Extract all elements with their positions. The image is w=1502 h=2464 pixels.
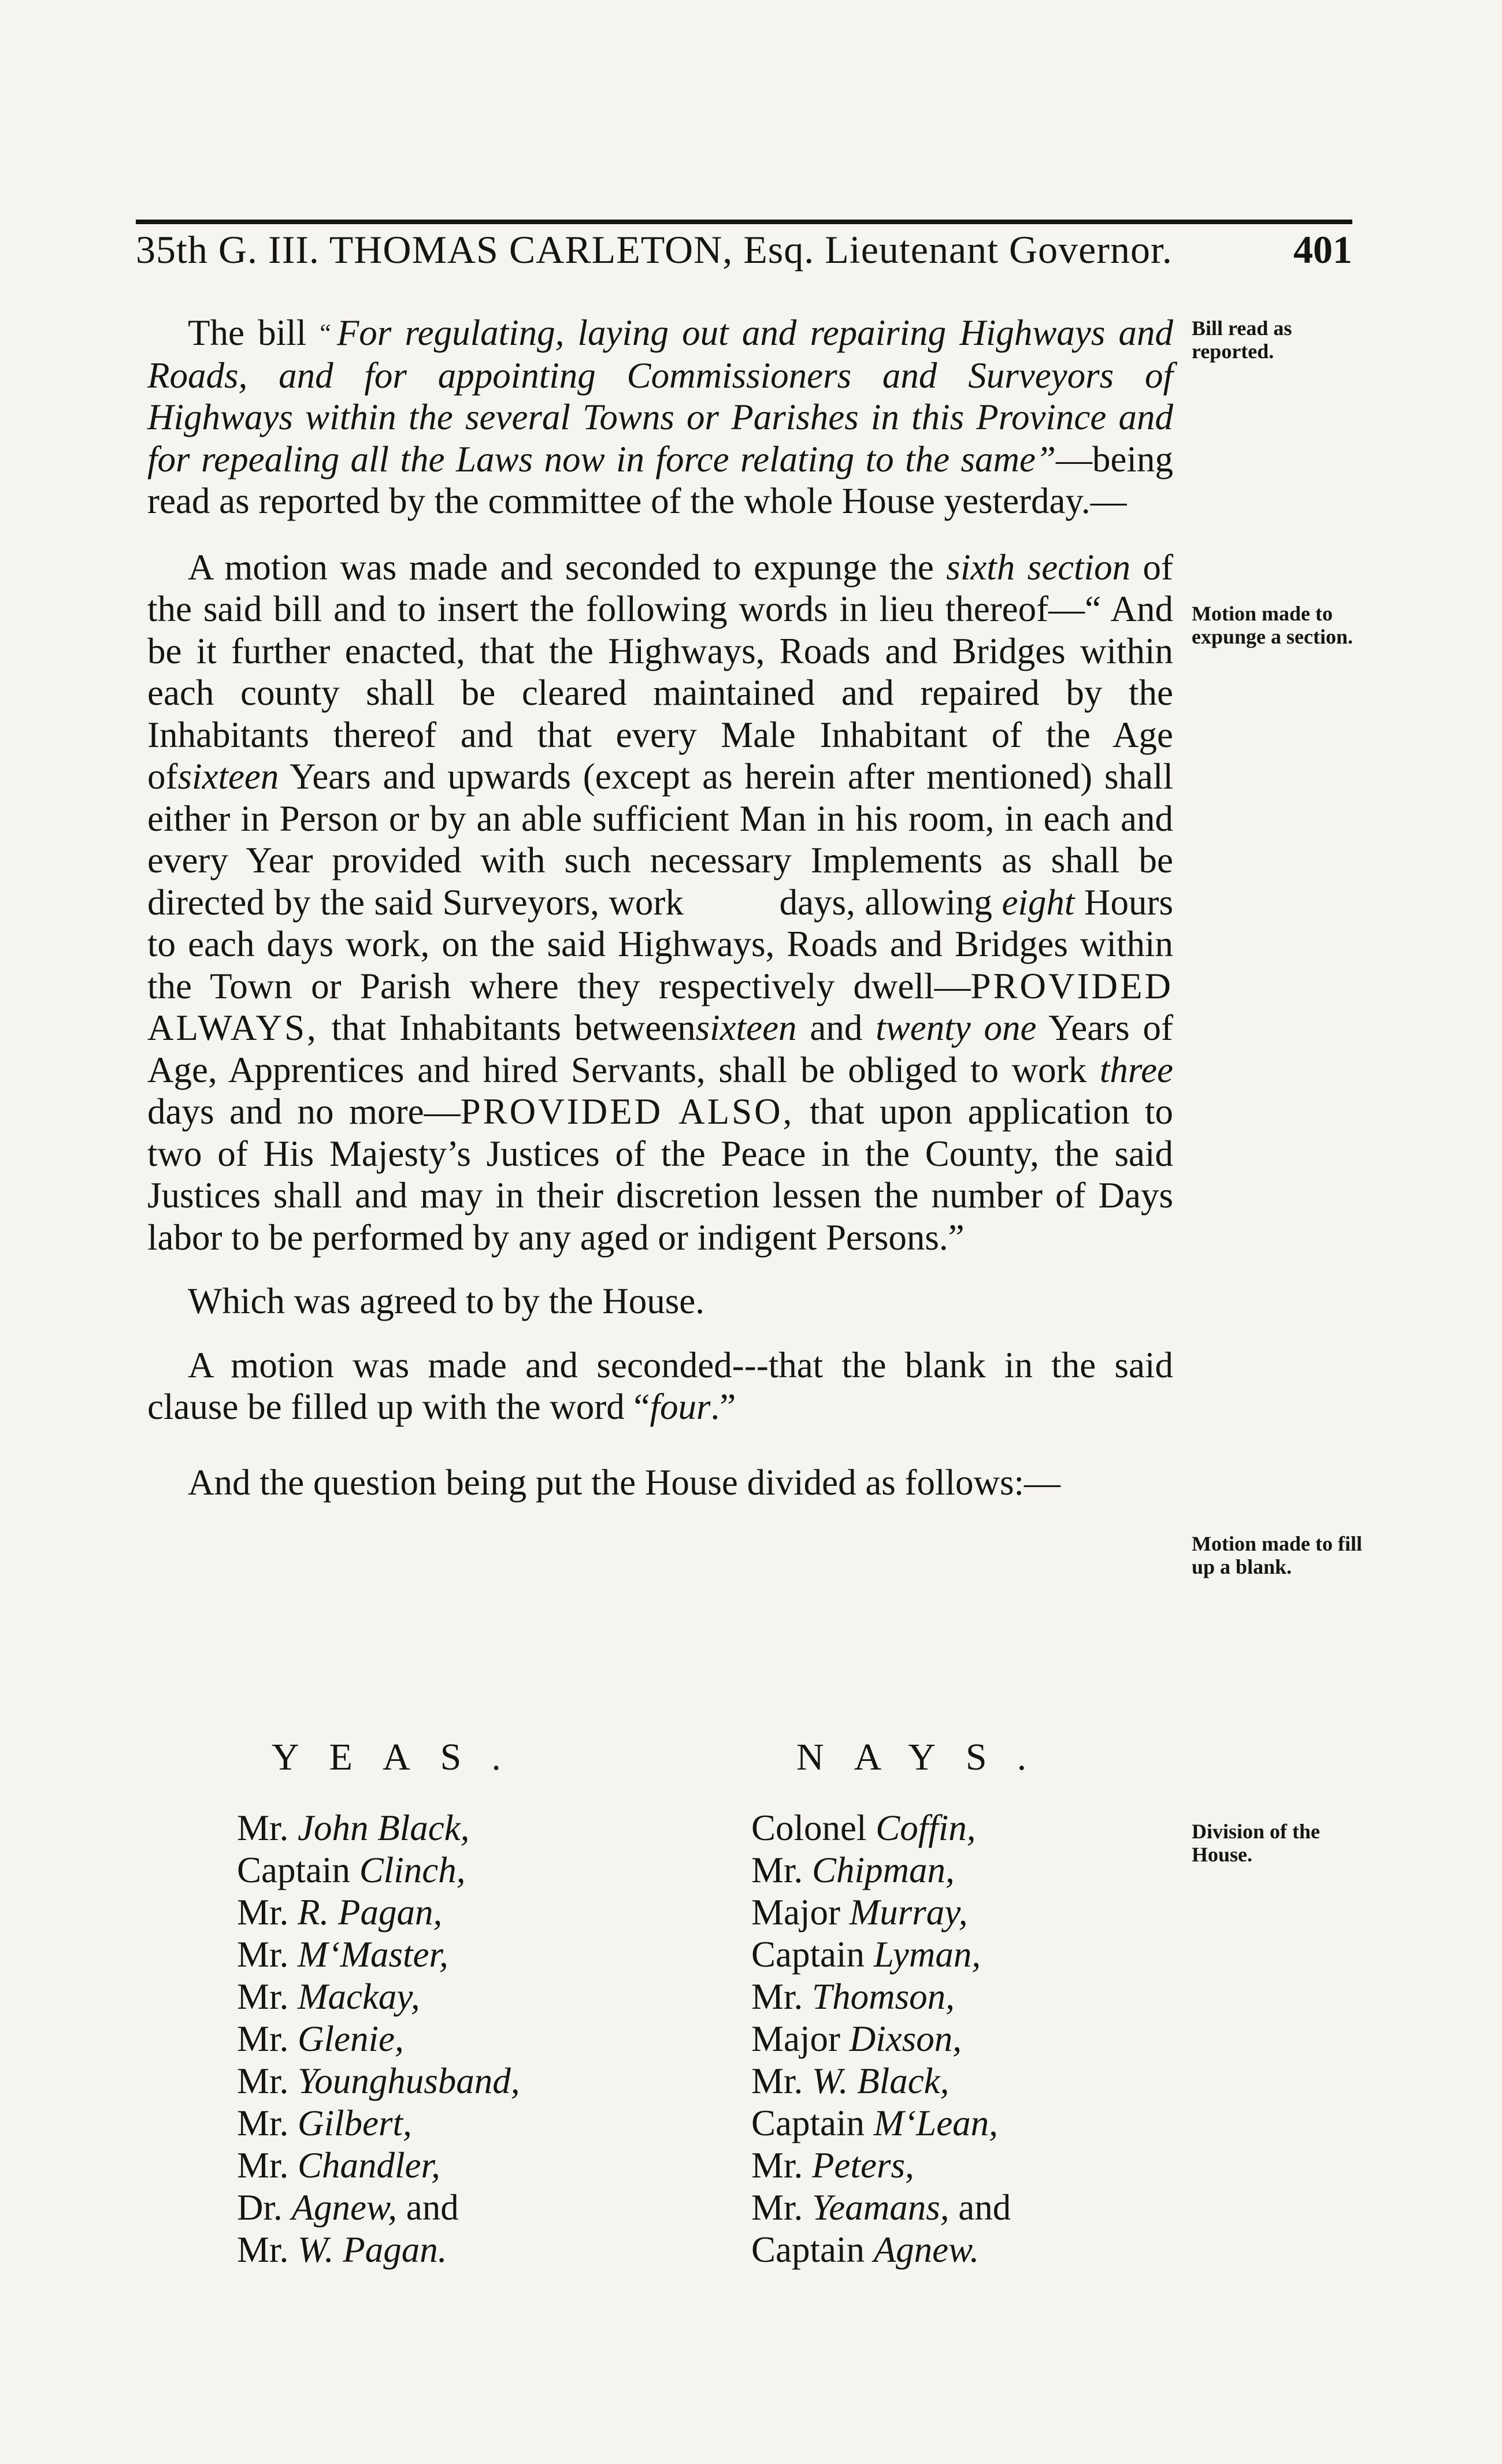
member-name: Mackay, — [298, 1976, 420, 2017]
list-item — [237, 2060, 520, 2102]
member-name: Dixson, — [849, 2019, 962, 2059]
motion-text: A motion was made and seconded to expunge the — [188, 547, 934, 588]
yeas-list — [237, 1807, 520, 2271]
member-name: M‘Master, — [298, 1934, 448, 1975]
page-number: 401 — [1293, 228, 1352, 272]
member-name: R. Pagan, — [298, 1892, 443, 1932]
nays-list — [751, 1807, 1011, 2271]
list-item — [751, 1807, 1011, 1849]
member-title: Mr. — [237, 1934, 289, 1975]
list-item — [751, 2145, 1011, 2187]
member-title: Captain — [751, 1934, 865, 1975]
member-title: Mr. — [237, 2019, 289, 2059]
member-name: Younghusband, — [298, 2061, 520, 2101]
list-item — [237, 2229, 520, 2271]
member-title: Mr. — [237, 2229, 289, 2270]
bill-title: For regulating, laying out and repairing Highways and Roads, and for appointing Commissioners and Surveyors of Highways within the several Towns or Parishes in this Province and for repealing all the Laws now in force relating to the same” — [147, 313, 1173, 480]
body-text — [147, 312, 1173, 1503]
member-name: Coffin, — [876, 1808, 976, 1848]
member-title: Captain — [751, 2229, 865, 2270]
emph-twenty-one: twenty one — [876, 1008, 1037, 1048]
member-title: Mr. — [751, 2145, 803, 2186]
list-item — [237, 2145, 520, 2187]
conjunction: and — [958, 2187, 1011, 2228]
provided-always: PROVIDED ALWAYS, — [147, 965, 1173, 1048]
provided-also: PROVIDED ALSO, — [460, 1091, 795, 1132]
margin-note-bill-read: Bill read as reported. — [1192, 317, 1292, 363]
list-item — [237, 1976, 520, 2018]
member-name: W. Black, — [812, 2061, 950, 2101]
quote-mark: “ — [320, 319, 331, 347]
motion-text: Hours to each days work, on the said Highways, Roads and Bridges within the Town or Parish where they respectively dwell— — [147, 882, 1174, 1006]
member-title: Mr. — [237, 2061, 289, 2101]
member-title: Mr. — [237, 1808, 289, 1848]
list-item — [237, 2018, 520, 2060]
member-title: Dr. — [237, 2187, 283, 2228]
motion-text: .” — [710, 1387, 736, 1427]
member-title: Colonel — [751, 1808, 867, 1848]
running-header — [136, 226, 1352, 273]
member-name: Lyman, — [873, 1934, 981, 1975]
member-name: Glenie, — [298, 2019, 404, 2059]
running-title: 35th G. III. THOMAS CARLETON, Esq. Lieutenant Governor. — [136, 228, 1173, 272]
motion-text: Years of Age, Apprentices and hired Servants, shall be obliged to work — [147, 1008, 1174, 1090]
member-name: Murray, — [849, 1892, 968, 1932]
motion-text: A motion was made and seconded---that the blank in the said clause be filled up with the word “ — [147, 1344, 1173, 1427]
member-title: Mr. — [237, 1892, 289, 1932]
list-item — [237, 2102, 520, 2145]
bill-lead: The bill — [188, 313, 307, 353]
emph-eight: eight — [1002, 882, 1075, 923]
list-item — [751, 2102, 1011, 2145]
list-item — [237, 2187, 520, 2229]
member-name: Thomson, — [812, 1976, 955, 2017]
list-item — [751, 1849, 1011, 1891]
member-name: M‘Lean, — [873, 2103, 998, 2143]
paragraph-bill-read — [147, 312, 1173, 522]
member-name: Clinch, — [359, 1850, 466, 1890]
list-item — [751, 2229, 1011, 2271]
paragraph-motion-expunge — [147, 547, 1173, 1259]
member-name: Chandler, — [298, 2145, 440, 2186]
member-title: Captain — [751, 2103, 865, 2143]
member-name: John Black, — [298, 1808, 470, 1848]
member-name: Agnew. — [873, 2229, 980, 2270]
member-name: Agnew, — [291, 2187, 398, 2228]
margin-note-motion-expunge: Motion made to expunge a section. — [1192, 602, 1353, 648]
list-item — [751, 2187, 1011, 2229]
motion-text: days and no more— — [147, 1091, 461, 1132]
emph-four: four — [650, 1387, 711, 1427]
bill-tail: —being read as reported by the committee of the whole House yesterday.— — [147, 438, 1173, 521]
emph-sixteen-2: sixteen — [695, 1008, 797, 1048]
member-title: Captain — [237, 1850, 350, 1890]
emph-three: three — [1099, 1049, 1174, 1090]
list-item — [237, 1891, 520, 1934]
nays-heading: NAYS. — [796, 1736, 1057, 1778]
list-item — [237, 1807, 520, 1849]
list-item — [751, 1934, 1011, 1976]
list-item — [237, 1849, 520, 1891]
member-title: Mr. — [751, 2187, 803, 2228]
list-item — [751, 1976, 1011, 2018]
conjunction: and — [406, 2187, 459, 2228]
yeas-heading: YEAS. — [272, 1736, 531, 1778]
motion-text: that Inhabitants between — [331, 1008, 696, 1048]
member-name: Gilbert, — [298, 2103, 412, 2143]
member-title: Mr. — [751, 1850, 803, 1890]
member-name: W. Pagan. — [298, 2229, 447, 2270]
paragraph-agreed: Which was agreed to by the House. — [188, 1281, 704, 1321]
list-item — [751, 2018, 1011, 2060]
emph-sixteen: sixteen — [177, 756, 279, 797]
paragraph-motion-blank — [147, 1344, 1173, 1428]
emph-sixth-section: sixth section — [946, 547, 1131, 588]
margin-note-motion-blank: Motion made to fill up a blank. — [1192, 1532, 1362, 1578]
motion-text: Years and upwards (except as herein after mentioned) shall either in Person or by an able sufficient Man in his room, in each and every Year provided with such necessary Implements as shall be directed by the said Surveyors, work days, allowing — [147, 756, 1173, 923]
member-title: Mr. — [751, 1976, 803, 2017]
member-title: Mr. — [237, 1976, 289, 2017]
motion-text: of the said bill and to insert the following words in lieu thereof—“ And be it further enacted, that the Highways, Roads and Bridges within each county shall be cleared maintained and repaired by the Inhabitants thereof and that every Male Inhabitant of the Age of — [147, 547, 1174, 797]
list-item — [751, 1891, 1011, 1934]
member-title: Mr. — [237, 2103, 289, 2143]
motion-text: that upon application to two of His Majesty’s Justices of the Peace in the County, the said Justices shall and may in their discretion lessen the number of Days labor to be performed by any aged or indigent Persons.” — [147, 1091, 1174, 1258]
member-name: Yeamans, — [812, 2187, 950, 2228]
list-item — [237, 1934, 520, 1976]
motion-text: and — [810, 1008, 863, 1048]
member-name: Peters, — [812, 2145, 914, 2186]
member-title: Mr. — [751, 2061, 803, 2101]
member-title: Major — [751, 2019, 840, 2059]
margin-note-division: Division of the House. — [1192, 1820, 1321, 1866]
member-title: Major — [751, 1892, 840, 1932]
header-rule — [136, 220, 1352, 224]
list-item — [751, 2060, 1011, 2102]
paragraph-question: And the question being put the House divided as follows:— — [188, 1462, 1061, 1503]
member-title: Mr. — [237, 2145, 289, 2186]
member-name: Chipman, — [812, 1850, 955, 1890]
